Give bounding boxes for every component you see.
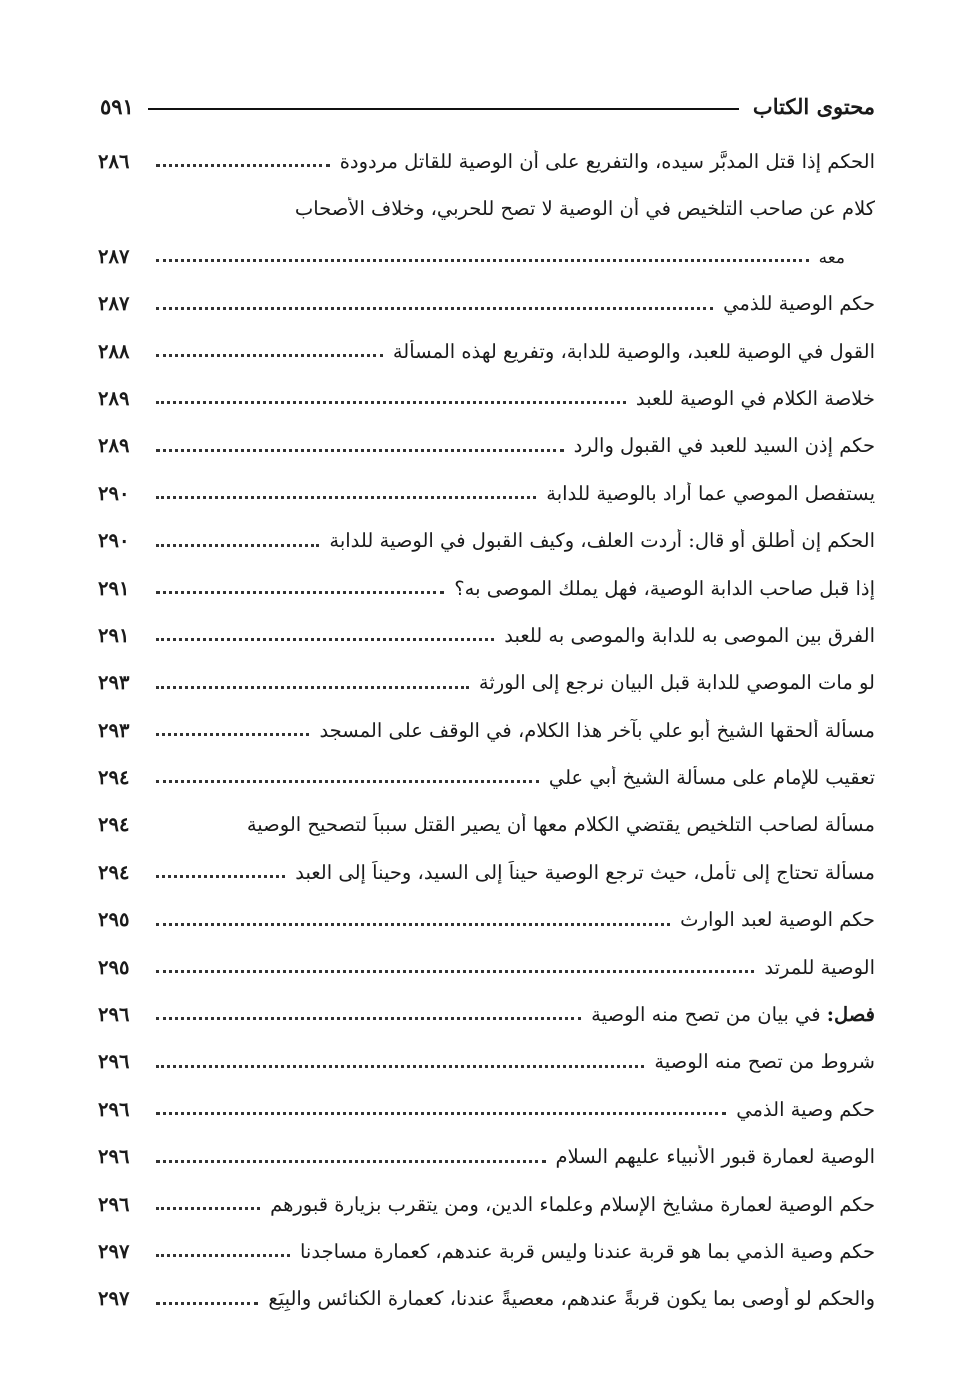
toc-entry-title: حكم الوصية لعمارة مشايخ الإسلام وعلماء الدين، ومن يتقرب بزيارة قبورهم — [270, 1192, 875, 1216]
toc-entry-page: ٢٩٦ — [98, 1097, 130, 1121]
toc-entry-page: ٢٩٧ — [98, 1239, 130, 1263]
header-rule — [148, 108, 739, 110]
dot-leader — [156, 1159, 546, 1163]
header-page-number: ٥٩١ — [100, 93, 134, 119]
toc-entry — [98, 1127, 875, 1174]
dot-leader — [156, 1016, 581, 1020]
toc-entry-page: ٢٩٦ — [98, 1192, 130, 1216]
toc-entry-page: ٢٩٦ — [98, 1050, 130, 1074]
toc-entry — [98, 274, 875, 321]
dot-leader — [156, 1253, 290, 1257]
dot-leader — [156, 448, 564, 452]
toc-entry-title: حكم الوصية للذمي — [723, 292, 875, 316]
toc-entry-title: معه — [818, 247, 845, 268]
toc-entry — [98, 464, 875, 511]
dot-leader — [156, 590, 444, 594]
toc-entry — [98, 416, 875, 463]
toc-entry-title: والحكم لو أوصى بما يكون قربةً عندهم، معصيةً عندنا، كعمارة الكنائس والبِيَع — [268, 1287, 875, 1311]
dot-leader — [156, 258, 809, 262]
toc-entry-page: ٢٨٩ — [98, 434, 130, 458]
toc-entry-section — [98, 985, 875, 1032]
dot-leader — [156, 685, 469, 689]
toc-entry — [98, 653, 875, 700]
header-title: محتوى الكتاب — [752, 93, 875, 119]
toc-entry-page: ٢٩٣ — [98, 671, 130, 695]
toc-entry — [98, 1175, 875, 1222]
toc-entry-page: ٢٨٨ — [98, 339, 130, 363]
toc-entry — [98, 606, 875, 653]
toc-entry-title: الحكم إذا قتل المدبَّر سيده، والتفريع على أن الوصية للقاتل مردودة — [339, 150, 875, 173]
section-lead: فصل: — [826, 1003, 875, 1027]
toc-entry-title: إذا قبل صاحب الدابة الوصية، فهل يملك الموصى به؟ — [454, 576, 875, 600]
dot-leader — [156, 732, 309, 736]
toc-entry-title: لو مات الموصي للدابة قبل البيان نرجع إلى الورثة — [478, 671, 875, 695]
toc-entry-title: مسألة تحتاج إلى تأمل، حيث ترجع الوصية حيناً إلى السيد، وحيناً إلى العبد — [295, 860, 875, 884]
toc-entry-page: ٢٩٦ — [98, 1145, 130, 1169]
toc-entry-title: حكم وصية الذمي — [736, 1097, 875, 1121]
toc-entry — [98, 1222, 875, 1269]
toc-entry-title: شروط من تصح منه الوصية — [654, 1050, 875, 1074]
toc-entry-page: ٢٨٧ — [98, 244, 130, 268]
toc-entry-title: حكم الوصية لعبد الوارث — [680, 908, 875, 932]
toc-entry-page: ٢٩٣ — [98, 718, 130, 742]
table-of-contents — [98, 132, 875, 1317]
dot-leader — [156, 495, 536, 499]
dot-leader — [156, 1111, 726, 1115]
toc-entry-page: ٢٩٧ — [98, 1287, 130, 1311]
toc-entry — [98, 748, 875, 795]
toc-entry-page: ٢٩٤ — [98, 860, 130, 884]
dot-leader — [156, 874, 285, 878]
toc-entry-title: حكم إذن السيد للعبد في القبول والرد — [573, 434, 875, 458]
toc-entry-page: ٢٩٦ — [98, 1003, 130, 1027]
dot-leader — [156, 353, 383, 357]
dot-leader — [156, 1206, 260, 1210]
toc-entry — [98, 1032, 875, 1079]
toc-entry-title: تعقيب للإمام على مسألة الشيخ أبي علي — [548, 766, 875, 790]
toc-entry-title: حكم وصية الذمي بما هو قربة عندنا وليس قربة عندهم، كعمارة مساجدنا — [299, 1239, 875, 1263]
toc-entry — [98, 132, 875, 179]
toc-entry — [98, 369, 875, 416]
toc-entry-title: القول في الوصية للعبد، والوصية للدابة، وتفريع لهذه المسألة — [392, 339, 875, 363]
toc-entry — [98, 322, 875, 369]
dot-leader — [156, 922, 670, 926]
toc-entry-page: ٢٩٠ — [98, 529, 130, 553]
dot-leader — [156, 779, 539, 783]
toc-entry-title: مسألة لصاحب التلخيص يقتضي الكلام معها أن يصير القتل سبباً لتصحيح الوصية — [246, 813, 875, 837]
toc-entry-page: ٢٩٥ — [98, 955, 130, 979]
dot-leader — [156, 306, 713, 310]
toc-entry-title: الفرق بين الموصى به للدابة والموصى به للعبد — [504, 623, 875, 647]
dot-leader — [156, 163, 330, 167]
toc-entry-continuation — [98, 227, 875, 274]
dot-leader — [156, 637, 494, 641]
toc-entry-page: ٢٩٥ — [98, 908, 130, 932]
toc-entry-page: ٢٨٦ — [98, 150, 130, 173]
toc-entry — [98, 1269, 875, 1316]
toc-entry-title: مسألة ألحقها الشيخ أبو علي بآخر هذا الكلام، في الوقف على المسجد — [319, 718, 875, 742]
toc-entry — [98, 890, 875, 937]
toc-entry-title: الوصية للمرتد — [764, 955, 875, 979]
toc-entry — [98, 511, 875, 558]
toc-entry-page: ٢٩١ — [98, 623, 130, 647]
toc-entry-title: كلام عن صاحب التلخيص في أن الوصية لا تصح للحربي، وخلاف الأصحاب — [294, 197, 875, 221]
toc-entry — [98, 179, 875, 226]
toc-entry-page: ٢٩٤ — [98, 813, 130, 837]
toc-entry-page: ٢٩٠ — [98, 481, 130, 505]
section-title: في بيان من تصح منه الوصية — [591, 1003, 821, 1027]
dot-leader — [156, 1301, 258, 1305]
toc-entry-page: ٢٩٤ — [98, 766, 130, 790]
toc-entry-page: ٢٨٩ — [98, 386, 130, 410]
toc-entry-title: خلاصة الكلام في الوصية للعبد — [635, 386, 875, 410]
dot-leader — [156, 543, 319, 547]
toc-entry — [98, 701, 875, 748]
toc-entry — [98, 1080, 875, 1127]
toc-entry-title: يستفصل الموصي عما أراد بالوصية للدابة — [546, 481, 875, 505]
dot-leader — [156, 400, 626, 404]
toc-entry — [98, 795, 875, 842]
toc-entry-page — [98, 221, 142, 227]
dot-leader — [156, 1064, 644, 1068]
toc-entry-title: الوصية لعمارة قبور الأنبياء عليهم السلام — [555, 1145, 875, 1169]
toc-entry-page: ٢٩١ — [98, 576, 130, 600]
running-header — [100, 88, 875, 124]
toc-entry-title — [591, 1003, 875, 1032]
toc-entry-title: الحكم إن أطلق أو قال: أردت العلف، وكيف القبول في الوصية للدابة — [329, 529, 875, 553]
dot-leader — [156, 969, 754, 973]
toc-entry — [98, 559, 875, 606]
toc-entry-page: ٢٨٧ — [98, 292, 130, 316]
toc-entry — [98, 938, 875, 985]
toc-entry — [98, 843, 875, 890]
